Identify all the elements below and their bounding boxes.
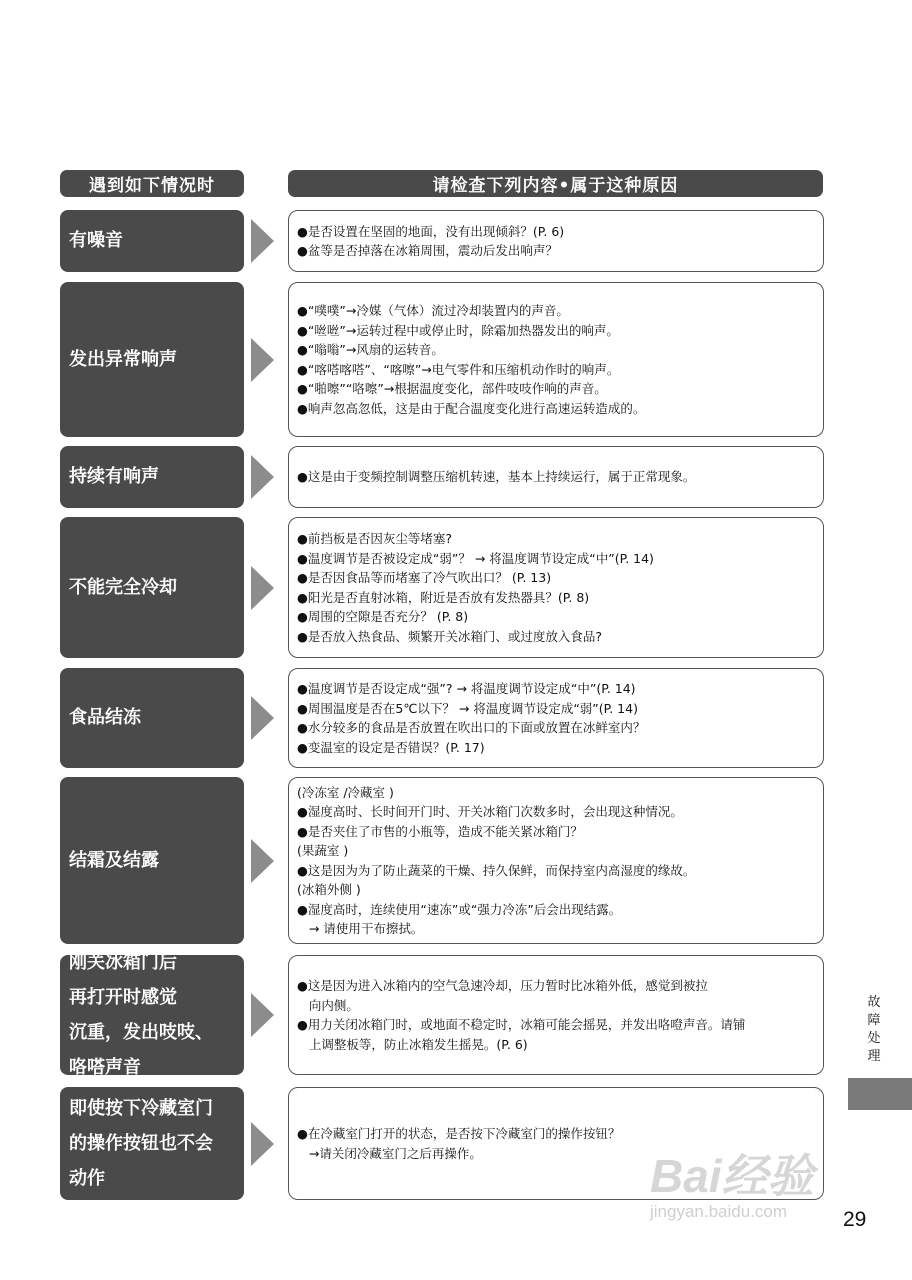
detail-line: ●湿度高时，连续使用“速冻”或“强力冷冻”后会出现结露。 xyxy=(297,901,622,917)
detail-line: ●温度调节是否设定成“强”? → 将温度调节设定成“中”(P. 14) xyxy=(297,681,636,696)
row-title xyxy=(60,282,244,437)
detail-line: (冷冻室 /冷藏室 ) xyxy=(297,784,394,800)
row-details-box xyxy=(288,668,824,768)
detail-line: ●响声忽高忽低，这是由于配合温度变化进行高速运转造成的。 xyxy=(297,400,646,416)
arrow-right-icon xyxy=(251,993,274,1037)
arrow-right-icon xyxy=(251,1122,274,1166)
detail-line: ●湿度高时、长时间开门时、开关冰箱门次数多时，会出现这种情况。 xyxy=(297,804,683,819)
row-title xyxy=(60,517,244,658)
arrow-right-icon xyxy=(251,696,274,740)
detail-line: ●在冷藏室门打开的状态，是否按下冷藏室门的操作按钮？ xyxy=(297,1126,621,1141)
detail-line: ●“噗噗”→冷媒（气体）流过冷却装置内的声音。 xyxy=(297,303,569,318)
row-details-box xyxy=(288,210,824,272)
detail-line: ●周围的空隙是否充分？ (P. 8) xyxy=(297,609,469,624)
detail-line: ●“咝咝”→运转过程中或停止时，除霜加热器发出的响声。 xyxy=(297,322,619,338)
detail-line: →请关闭冷藏室门之后再操作。 xyxy=(297,1145,482,1161)
detail-line: ●这是由于变频控制调整压缩机转速，基本上持续运行，属于正常现象。 xyxy=(297,469,696,485)
watermark-logo: Bai经验 xyxy=(650,1150,814,1202)
row-title xyxy=(60,951,244,1079)
detail-line: ●阳光是否直射冰箱，附近是否放有发热器具？(P. 8) xyxy=(297,589,590,605)
detail-line: → 请使用干布擦拭。 xyxy=(297,921,424,936)
baidu-watermark xyxy=(650,1140,860,1250)
row-title-text: 有噪音 xyxy=(69,230,123,252)
detail-line: ●“喀嗒喀嗒”、“喀嚓”→电气零件和压缩机动作时的响声。 xyxy=(297,361,620,377)
row-title-text: 食品结冻 xyxy=(69,707,141,729)
detail-line: ●是否设置在坚固的地面，没有出现倾斜？(P. 6) xyxy=(297,223,565,239)
detail-line: (果蔬室 ) xyxy=(297,843,349,858)
detail-line: ●温度调节是否被设定成“弱”？ → 将温度调节设定成“中”(P. 14) xyxy=(297,550,654,566)
arrow-right-icon xyxy=(251,455,274,499)
detail-line: ●前挡板是否因灰尘等堵塞? xyxy=(297,531,453,546)
detail-line: ●“啪嚓”“咯嚓”→根据温度变化，部件吱吱作响的声音。 xyxy=(297,381,607,396)
row-title xyxy=(60,446,244,508)
detail-line: ●变温室的设定是否错误？(P. 17) xyxy=(297,739,485,755)
row-details-box xyxy=(288,777,824,944)
detail-line: ●周围温度是否在5℃以下？ → 将温度调节设定成“弱”(P. 14) xyxy=(297,700,638,716)
detail-line: 上调整板等，防止冰箱发生摇晃。(P. 6) xyxy=(297,1036,528,1052)
row-details-box xyxy=(288,446,824,508)
detail-line: ●用力关闭冰箱门时，或地面不稳定时，冰箱可能会摇晃，并发出咯噔声音。请铺 xyxy=(297,1017,746,1032)
detail-line: ●这是因为为了防止蔬菜的干燥、持久保鲜，而保持室内高湿度的缘故。 xyxy=(297,862,696,878)
row-title-text: 发出异常响声 xyxy=(69,348,177,370)
row-title xyxy=(60,210,244,272)
row-title-text: 持续有响声 xyxy=(69,466,159,488)
detail-line: ●水分较多的食品是否放置在吹出口的下面或放置在冰鲜室内？ xyxy=(297,720,646,735)
row-title xyxy=(60,1087,244,1200)
section-tab xyxy=(848,1078,912,1110)
page-number: 29 xyxy=(843,1208,867,1231)
row-title xyxy=(60,668,244,768)
row-details-box xyxy=(288,517,824,658)
watermark-url: jingyan.baidu.com xyxy=(650,1202,788,1221)
row-title xyxy=(60,777,244,944)
detail-line: (冰箱外侧 ) xyxy=(297,882,361,897)
arrow-right-icon xyxy=(251,338,274,382)
row-title-text: 即使按下冷藏室门 的操作按钮也不会 动作 xyxy=(69,1097,213,1190)
detail-line: ●“嗡嗡”→风扇的运转音。 xyxy=(297,342,444,357)
row-details-box xyxy=(288,955,824,1075)
detail-line: ●这是因为进入冰箱内的空气急速冷却，压力暂时比冰箱外低，感觉到被拉 xyxy=(297,978,708,993)
row-title-text: 不能完全冷却 xyxy=(69,576,177,598)
header-situation: 遇到如下情况时 xyxy=(60,170,244,197)
detail-line: ●是否放入热食品、频繁开关冰箱门、或过度放入食品? xyxy=(297,628,603,644)
detail-line: ●是否因食品等而堵塞了冷气吹出口？ (P. 13) xyxy=(297,570,552,585)
header-check-items: 请检查下列内容•属于这种原因 xyxy=(288,170,823,197)
row-title-text: 结霜及结露 xyxy=(69,849,159,871)
row-title-text: 刚关冰箱门后 再打开时感觉 沉重，发出吱吱、 咯嗒声音 xyxy=(69,951,213,1079)
section-label: 故 障 处 理 xyxy=(867,995,881,1064)
arrow-right-icon xyxy=(251,566,274,610)
detail-line: ●是否夹住了市售的小瓶等，造成不能关紧冰箱门？ xyxy=(297,823,583,839)
arrow-right-icon xyxy=(251,219,274,263)
row-details-box xyxy=(288,282,824,437)
detail-line: 向内侧。 xyxy=(297,997,359,1013)
arrow-right-icon xyxy=(251,839,274,883)
detail-line: ●盆等是否掉落在冰箱周围，震动后发出响声？ xyxy=(297,243,558,258)
